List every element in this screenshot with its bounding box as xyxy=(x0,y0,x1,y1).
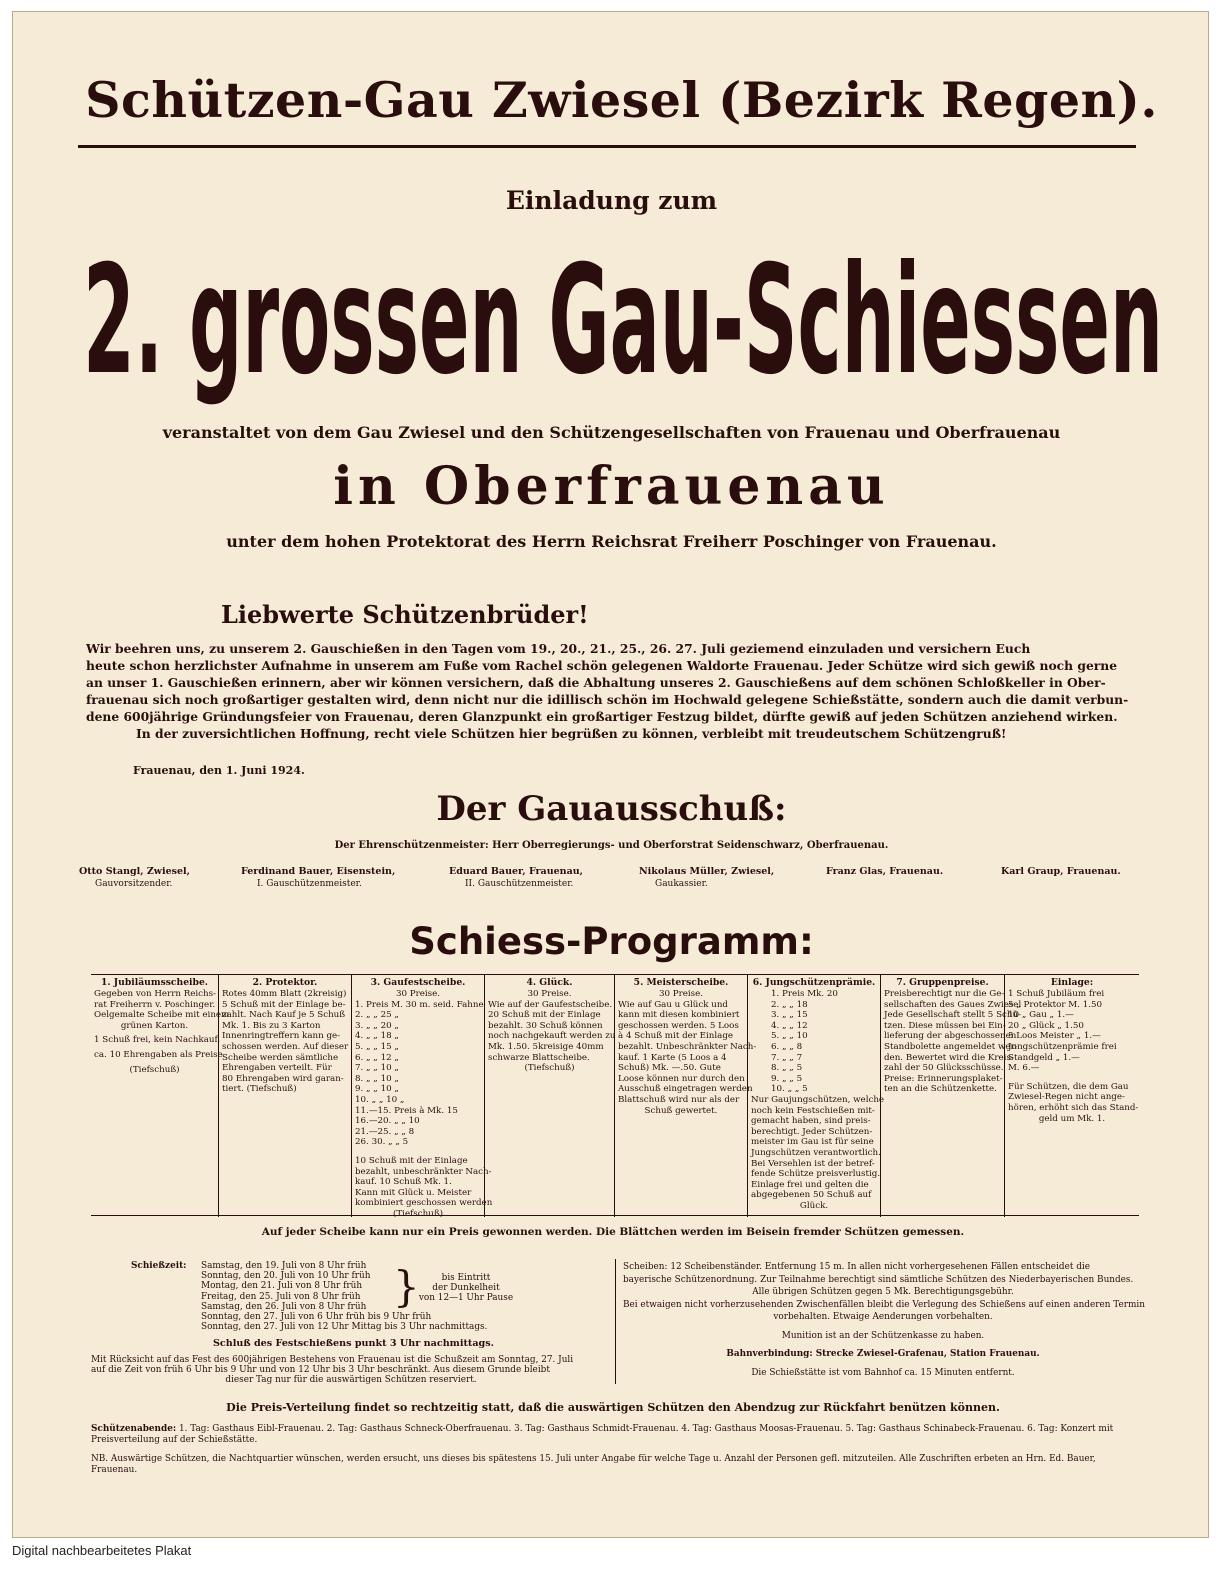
program-line: 6. „ „ 8 xyxy=(771,1041,803,1052)
program-line: 1. Preis M. 30 m. seid. Fahne xyxy=(355,999,484,1010)
venue-title: in Oberfrauenau xyxy=(333,456,890,517)
program-column xyxy=(484,975,614,1217)
conditions-line: bayerische Schützenordnung. Zur Teilnahme berechtigt sind sämtliche Schützen des Niederbayerischen Bundes. xyxy=(623,1274,1134,1285)
schedule-line: Sonntag, den 27. Juli von 6 Uhr früh bis 9 Uhr früh xyxy=(201,1312,432,1323)
program-line: 5. „ „ 15 „ xyxy=(355,1041,399,1052)
program-line: 10 „ Gau „ 1.— xyxy=(1008,1010,1074,1021)
program-line: 30 Preise. xyxy=(395,989,441,999)
program-line: 1. Preis Mk. 20 xyxy=(771,989,838,999)
program-line: bezahlt. 30 Schuß können xyxy=(488,1020,603,1031)
committee-member xyxy=(79,865,249,891)
main-title-text: 2. grossen Gau-Schiessen xyxy=(83,234,1163,408)
schedule-label: Schießzeit: xyxy=(131,1261,187,1271)
program-line: 1 Schuß frei, kein Nachkauf. xyxy=(94,1035,221,1046)
program-line: 21.—25. „ „ 8 xyxy=(355,1126,415,1137)
program-line: Innenringtreffern kann ge- xyxy=(222,1031,341,1042)
program-line: 5 „ Protektor M. 1.50 xyxy=(1008,999,1103,1010)
program-line: Wie auf der Gaufestscheibe. xyxy=(488,999,613,1010)
program-line: 6. „ „ 12 „ xyxy=(355,1052,399,1063)
program-line: rat Freiherrn v. Poschinger. xyxy=(94,999,216,1010)
program-line: den. Bewertet wird die Kreis- xyxy=(884,1052,1014,1063)
schedule-brace: } xyxy=(393,1262,420,1311)
program-line: fende Schütze preisverlustig. xyxy=(751,1169,881,1180)
evenings-text: 1. Tag: Gasthaus Eibl-Frauenau. 2. Tag: Gasthaus Schneck-Oberfrauenau. 3. Tag: Gasthaus Schmidt-Frauenau. 4. Tag: Gasthaus Moosas-Frauenau. 5. Tag: Gasthaus Schinabeck-Frauenau. 6. Tag: Konzert mit Preisverteilung auf der Schießstätte. xyxy=(91,1424,1114,1445)
organizer-line: veranstaltet von dem Gau Zwiesel und den Schützengesellschaften von Frauenau und Oberfrauenau xyxy=(162,423,1061,442)
program-line: Standgeld „ 1.— xyxy=(1008,1052,1080,1063)
honorary-master: Der Ehrenschützenmeister: Herr Oberregierungs- und Oberforstrat Seidenschwarz, Oberfrauenau. xyxy=(334,840,889,851)
program-line: Preisberechtigt nur die Ge- xyxy=(884,989,1005,999)
invitation-line: Einladung zum xyxy=(505,186,718,215)
conditions-block xyxy=(623,1261,1143,1379)
program-line: ca. 10 Ehrengaben als Preise xyxy=(94,1049,223,1060)
program-line: 5 Loos Meister „ 1.— xyxy=(1008,1031,1101,1042)
committee-title: Der Gauausschuß: xyxy=(436,789,787,829)
program-line: lieferung der abgeschossenen xyxy=(884,1031,1017,1042)
program-line: 30 Preise. xyxy=(527,989,572,999)
program-line: 3. „ „ 15 xyxy=(771,1010,808,1021)
closing-note xyxy=(91,1355,611,1386)
program-title: Schiess-Programm: xyxy=(409,920,814,963)
program-line: Bei Versehlen ist der betref- xyxy=(751,1158,875,1169)
member-name: Nikolaus Müller, Zwiesel, xyxy=(639,866,775,877)
program-line: kauf. 10 Schuß Mk. 1. xyxy=(355,1177,452,1188)
program-column xyxy=(747,975,885,1217)
program-line: Für Schützen, die dem Gau xyxy=(1008,1081,1129,1092)
conditions-line: Scheiben: 12 Scheibenständer. Entfernung 15 m. In allen nicht vorhergesehenen Fällen entscheidet die xyxy=(623,1262,1090,1272)
evenings-label: Schützenabende: xyxy=(91,1424,177,1434)
member-role: Gaukassier. xyxy=(655,879,708,889)
program-line: 11.—15. Preis à Mk. 15 xyxy=(355,1105,458,1116)
member-role: II. Gauschützenmeister. xyxy=(465,879,574,889)
main-title-svg xyxy=(68,232,1178,408)
member-name: Franz Glas, Frauenau. xyxy=(826,866,944,877)
program-line: zahlt. Nach Kauf je 5 Schuß xyxy=(222,1010,346,1021)
program-column-head: 4. Glück. xyxy=(526,977,573,988)
invitation-letter xyxy=(86,640,1144,742)
program-line: zahl der 50 Glücksschüsse. xyxy=(884,1063,1004,1074)
program-line: Rotes 40mm Blatt (2kreisig) xyxy=(222,989,347,999)
program-line: Mk. 1.50. 5kreisige 40mm xyxy=(488,1041,604,1052)
program-line: abgegebenen 50 Schuß auf xyxy=(751,1190,872,1201)
program-line: Mk. 1. Bis zu 3 Karton xyxy=(222,1020,321,1031)
nb-note: NB. Auswärtige Schützen, die Nachtquartier wünschen, werden ersucht, uns dieses bis spätestens 15. Juli unter Angabe für welche Tage u. Anzahl der Personen gefl. mitzuteilen. Alle Zuschriften erbeten an Hrn. Ed. Bauer, Frauenau. xyxy=(91,1454,1096,1475)
program-line: 8. „ „ 10 „ xyxy=(355,1073,399,1084)
letter-line: heute schon herzlichster Aufnahme in unserem am Fuße vom Rachel schön gelegenen Waldorte Frauenau. Jeder Schütze wird sich gewiß noch gerne xyxy=(86,658,1118,673)
program-line: 7. „ „ 10 „ xyxy=(355,1063,399,1074)
headline-rule xyxy=(78,145,1136,148)
program-line: 9. „ „ 5 xyxy=(771,1073,803,1084)
program-line: 2. „ „ 25 „ xyxy=(355,1010,399,1021)
program-line: bezahlt. Unbeschränkter Nach- xyxy=(618,1041,757,1052)
schedule-side-line: bis Eintritt xyxy=(441,1273,491,1283)
program-line: 9. „ „ 10 „ xyxy=(355,1084,399,1095)
image-caption: Digital nachbearbeitetes Plakat xyxy=(12,1543,192,1558)
program-line: 16.—20. „ „ 10 xyxy=(355,1116,420,1127)
main-title xyxy=(68,232,1178,408)
program-line: (Tiefschuß) xyxy=(392,1208,444,1219)
program-line: grünen Karton. xyxy=(120,1020,189,1031)
letter-line: an unser 1. Gauschießen erinnern, aber wir können versichern, daß die Abhaltung unseres 2. Gauschießens auf dem schönen Schloßkeller in Ober- xyxy=(86,675,1106,690)
program-line: kauf. 1 Karte (5 Loos a 4 xyxy=(618,1052,727,1063)
conditions-line: Die Schießstätte ist vom Bahnhof ca. 15 Minuten entfernt. xyxy=(751,1367,1015,1378)
program-line: tiert. (Tiefschuß) xyxy=(222,1084,297,1095)
schedule-side-line: der Dunkelheit xyxy=(432,1283,500,1294)
member-name: Otto Stangl, Zwiesel, xyxy=(79,866,190,877)
program-line: schossen werden. Auf dieser xyxy=(222,1041,349,1052)
conditions-line: Bahnverbindung: Strecke Zwiesel-Grafenau, Station Frauenau. xyxy=(726,1349,1040,1359)
program-line: noch kein Festschießen mit- xyxy=(751,1105,875,1116)
program-column xyxy=(351,975,493,1219)
program-line: 8. „ „ 5 xyxy=(771,1063,803,1074)
program-column xyxy=(218,975,351,1217)
program-line: Jungschützen verantwortlich. xyxy=(751,1147,881,1158)
one-prize-note: Auf jeder Scheibe kann nur ein Preis gewonnen werden. Die Blättchen werden im Beisein fremder Schützen gemessen. xyxy=(261,1226,965,1238)
committee-member xyxy=(1001,865,1171,878)
program-line: Ausschuß eingetragen werden xyxy=(618,1084,753,1095)
program-line: 80 Ehrengaben wird garan- xyxy=(222,1073,344,1084)
program-line: schwarze Blattscheibe. xyxy=(488,1052,590,1063)
poster xyxy=(12,11,1209,1538)
program-line: geschossen werden. 5 Loos xyxy=(618,1020,739,1031)
program-line: 3. „ „ 20 „ xyxy=(355,1020,399,1031)
program-line: Schuß) Mk. —.50. Gute xyxy=(618,1063,721,1074)
schedule-line: Montag, den 21. Juli von 8 Uhr früh xyxy=(201,1281,363,1292)
letter-line: Wir beehren uns, zu unserem 2. Gauschießen in den Tagen vom 19., 20., 21., 25., 26. 27. Juli geziemend einzuladen und versichern Euch xyxy=(86,641,1031,656)
program-line: 5. „ „ 10 xyxy=(771,1031,808,1042)
schedule-line: Freitag, den 25. Juli von 8 Uhr früh xyxy=(201,1291,361,1302)
program-line: Schuß gewertet. xyxy=(644,1105,718,1116)
greeting: Liebwerte Schützenbrüder! xyxy=(221,600,589,629)
closing-note-line: dieser Tag nur für die auswärtigen Schützen reserviert. xyxy=(225,1375,477,1386)
program-line: 4. „ „ 18 „ xyxy=(355,1031,399,1042)
program-line: 1 Schuß Jubiläum frei xyxy=(1008,989,1105,999)
schedule-block xyxy=(91,1259,616,1384)
program-line: 5 Schuß mit der Einlage be- xyxy=(222,999,346,1010)
schedule-line: Samstag, den 26. Juli von 8 Uhr früh xyxy=(201,1301,367,1312)
program-line: 30 Preise. xyxy=(658,989,704,999)
member-name: Ferdinand Bauer, Eisenstein, xyxy=(241,866,396,877)
conditions-line: Bei etwaigen nicht vorherzusehenden Zwischenfällen bleibt die Verlegung des Schießens auf einen anderen Termin xyxy=(623,1299,1145,1310)
program-line: Gegeben von Herrn Reichs- xyxy=(94,989,217,999)
letter-line: In der zuversichtlichen Hoffnung, recht viele Schützen hier begrüßen zu können, verbleibt mit treudeutschem Schützengruß! xyxy=(136,726,1007,741)
program-line: Ehrengaben verteilt. Für xyxy=(222,1063,332,1074)
program-column xyxy=(91,975,230,1217)
member-name: Karl Graup, Frauenau. xyxy=(1001,866,1121,877)
program-line: Einlage frei und gelten die xyxy=(751,1179,869,1190)
committee-member xyxy=(639,865,809,891)
program-line: Blattschuß wird nur als der xyxy=(618,1094,740,1105)
program-line: Glück. xyxy=(799,1200,829,1211)
dateline: Frauenau, den 1. Juni 1924. xyxy=(133,764,305,777)
poster-headline: Schützen-Gau Zwiesel (Bezirk Regen). xyxy=(85,71,1158,129)
program-column xyxy=(614,975,757,1217)
program-line: hören, erhöht sich das Stand- xyxy=(1008,1102,1139,1113)
program-line: Jede Gesellschaft stellt 5 Schü- xyxy=(884,1010,1022,1021)
closing-note-line: Mit Rücksicht auf das Fest des 600jährigen Bestehens von Frauenau ist die Schußzeit am Sonntag, 27. Juli xyxy=(91,1355,574,1365)
program-column-head: 7. Gruppenpreise. xyxy=(896,977,989,988)
shooter-evenings xyxy=(91,1424,1137,1446)
program-column-head: 2. Protektor. xyxy=(252,977,318,988)
schedule-line: Sonntag, den 20. Juli von 10 Uhr früh xyxy=(201,1271,371,1282)
program-line: Standbolette angemeldet wer- xyxy=(884,1041,1018,1052)
member-name: Eduard Bauer, Frauenau, xyxy=(449,866,583,877)
program-line: 10. „ „ 5 xyxy=(771,1084,808,1095)
schedule-line: Sonntag, den 27. Juli von 12 Uhr Mittag bis 3 Uhr nachmittags. xyxy=(201,1322,488,1333)
letter-line: frauenau sich noch großartiger gestalten wird, denn nicht nur die idillisch schön im Hochwald gelegene Schießstätte, sondern auch die damit verbun- xyxy=(86,692,1129,707)
program-line: kann mit diesen kombiniert xyxy=(618,1010,740,1021)
letter-line: dene 600jährige Gründungsfeier von Frauenau, deren Glanzpunkt ein großartiger Festzug bildet, dürfte gewiß auf jeden Schützen anziehend wirken. xyxy=(86,709,1118,724)
conditions-line: Munition ist an der Schützenkasse zu haben. xyxy=(781,1330,985,1341)
program-line: sellschaften des Gaues Zwiesel xyxy=(884,999,1022,1010)
program-line: berechtigt. Jeder Schützen- xyxy=(751,1126,873,1137)
program-line: Scheibe werden sämtliche xyxy=(222,1052,339,1063)
program-line: Oelgemalte Scheibe mit einem xyxy=(94,1010,230,1021)
program-line: bezahlt, unbeschränkter Nach- xyxy=(355,1166,492,1177)
program-line: 4. „ „ 12 xyxy=(771,1020,808,1031)
program-line: ten an die Schützenkette. xyxy=(884,1084,997,1095)
program-line: 7. „ „ 7 xyxy=(771,1052,803,1063)
patronage-line: unter dem hohen Protektorat des Herrn Reichsrat Freiherr Poschinger von Frauenau. xyxy=(226,532,997,551)
program-line: kombiniert geschossen werden xyxy=(355,1198,493,1209)
conditions-line: vorbehalten. Etwaige Aenderungen vorbehalten. xyxy=(773,1312,993,1322)
schedule-line: Samstag, den 19. Juli von 8 Uhr früh xyxy=(201,1261,367,1271)
committee-member xyxy=(241,865,411,891)
schedule-side xyxy=(411,1273,521,1304)
member-role: Gauvorsitzender. xyxy=(95,879,173,889)
program-line: meister im Gau ist für seine xyxy=(751,1137,874,1148)
program-column-head: 5. Meisterscheibe. xyxy=(633,977,729,988)
program-line: Loose können nur durch den xyxy=(618,1073,745,1084)
program-line: gemacht haben, sind preis- xyxy=(751,1116,871,1127)
award-note: Die Preis-Verteilung findet so rechtzeitig statt, daß die auswärtigen Schützen den Abendzug zur Rückfahrt benützen können. xyxy=(226,1401,1000,1414)
program-line: 26. 30. „ „ 5 xyxy=(355,1137,409,1148)
program-line: geld um Mk. 1. xyxy=(1038,1113,1106,1124)
closing-shot: Schluß des Festschießens punkt 3 Uhr nachmittags. xyxy=(212,1338,494,1349)
schedule-side-line: von 12—1 Uhr Pause xyxy=(418,1293,514,1304)
program-column xyxy=(1004,975,1139,1217)
program-column-head: 3. Gaufestscheibe. xyxy=(370,977,466,988)
program-line: 20 „ Glück „ 1.50 xyxy=(1008,1020,1084,1031)
program-line: 10. „ „ 10 „ xyxy=(355,1094,405,1105)
program-line: noch nachgekauft werden zu xyxy=(488,1031,616,1042)
program-line: (Tiefschuß) xyxy=(524,1063,575,1074)
program-line: tzen. Diese müssen bei Ein- xyxy=(884,1020,1006,1031)
closing-note-line: auf die Zeit von früh 6 Uhr bis 9 Uhr und von 12 Uhr bis 3 Uhr beschränkt. Aus diesem Grunde bleibt xyxy=(91,1365,550,1376)
program-line: (Tiefschuß) xyxy=(129,1064,180,1075)
committee-member xyxy=(826,865,996,878)
program-line: Kann mit Glück u. Meister xyxy=(355,1187,472,1198)
program-column-head: 6. Jungschützenprämie. xyxy=(752,977,876,988)
program-column-head: Einlage: xyxy=(1050,977,1094,988)
program-line: Preise: Erinnerungsplaket- xyxy=(884,1073,1003,1084)
committee-member xyxy=(449,865,619,891)
program-line: Wie auf Gau u Glück und xyxy=(618,999,728,1010)
program-line: à 4 Schuß mit der Einlage xyxy=(618,1031,734,1042)
program-line: Jungschützenprämie frei xyxy=(1008,1041,1117,1052)
member-role: I. Gauschützenmeister. xyxy=(257,879,362,889)
program-line: M. 6.— xyxy=(1008,1063,1040,1074)
program-column xyxy=(880,975,1022,1217)
program-line: 10 Schuß mit der Einlage xyxy=(355,1155,468,1166)
program-column-head: 1. Jubiläumsscheibe. xyxy=(101,977,208,988)
conditions-line: Alle übrigen Schützen gegen 5 Mk. Berechtigungsgebühr. xyxy=(752,1287,1014,1297)
program-line: 2. „ „ 18 xyxy=(771,999,808,1010)
program-line: Nur Gaujungschützen, welche xyxy=(751,1094,885,1105)
program-line: 20 Schuß mit der Einlage xyxy=(488,1010,601,1021)
program-grid xyxy=(91,974,1139,1219)
program-line: Zwiesel-Regen nicht ange- xyxy=(1008,1092,1125,1103)
